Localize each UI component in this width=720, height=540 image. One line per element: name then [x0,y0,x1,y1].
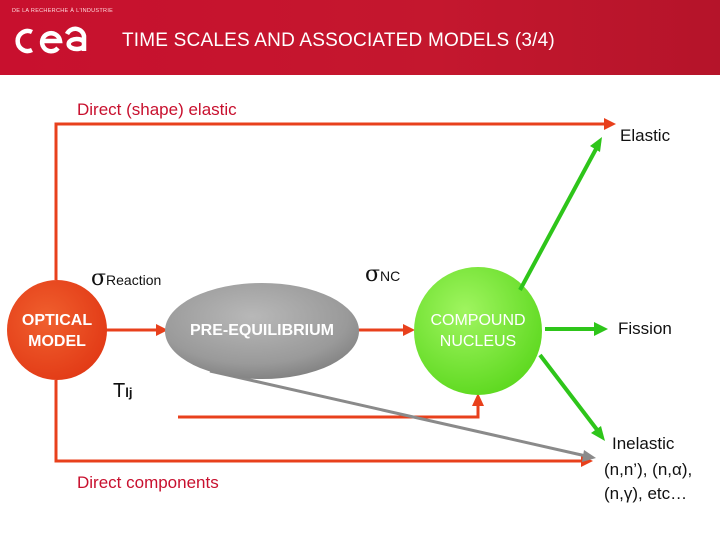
optical-model-line1: OPTICAL [21,312,93,329]
inelastic-green-arrowhead [591,426,605,441]
inelastic-reactions-line2: (n,γ), etc… [604,484,688,503]
fission-green-arrowhead [594,322,608,336]
inelastic-label: Inelastic [612,434,675,453]
compound-nucleus-label [414,310,542,352]
pre-eq-emission-line [210,371,586,456]
elastic-red-arrowhead [604,118,616,130]
inelastic-reactions-line1: (n,n’), (n,α), [604,460,693,479]
sigma-reaction-label [91,266,161,291]
sigma-nc-label [365,262,400,287]
optical-model-line2: MODEL [28,333,86,350]
compound-nucleus-line2: NUCLEUS [439,333,517,350]
sigma-nc-symbol: σ [365,262,381,287]
tlj-label [113,380,132,403]
elastic-label: Elastic [620,126,671,145]
sigma-nc-subscript: NC [380,268,401,284]
compound-nucleus-line1: COMPOUND [430,312,526,329]
logo-tagline: DE LA RECHERCHE À L'INDUSTRIE [12,8,114,14]
sigma-reaction-subscript: Reaction [106,272,162,288]
inelastic-green-line [540,355,598,431]
direct-shape-elastic-label: Direct (shape) elastic [77,100,237,119]
tlj-symbol: T [113,380,126,402]
fission-label: Fission [618,319,672,338]
page-title: TIME SCALES AND ASSOCIATED MODELS (3/4) [122,30,555,51]
tlj-feed-path [178,404,478,417]
direct-components-path [56,380,583,461]
direct-components-label: Direct components [77,473,219,492]
direct-elastic-path [56,124,606,280]
elastic-green-line [520,149,596,290]
pre-equilibrium-label: PRE-EQUILIBRIUM [190,322,334,339]
tlj-subscript: lj [125,385,133,400]
optical-model-label [7,310,107,352]
sigma-reaction-symbol: σ [91,266,107,291]
